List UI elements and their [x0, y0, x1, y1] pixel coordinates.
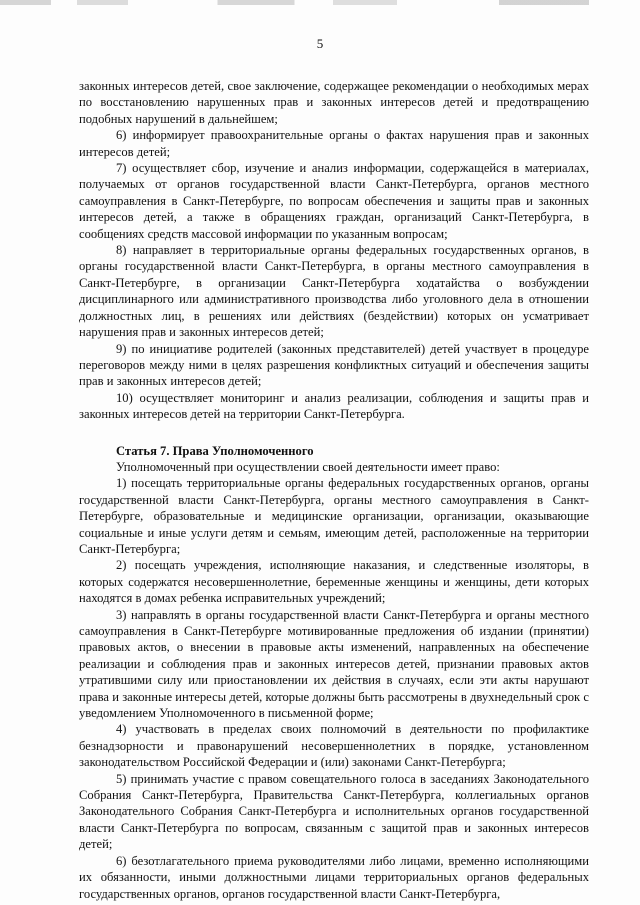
paragraph-right-1: 1) посещать территориальные органы федеральных государственных органов, органы государственной власти Санкт-Петербурга, органы местного самоуправления в Санкт-Петербурге, образовательные и медицинские организации, организации, оказывающие социальные и иные услуги детям и семьям, имеющим детей, расположенные на территории Санкт-Петербурга;	[79, 476, 589, 556]
paragraph-item-10: 10) осуществляет мониторинг и анализ реализации, соблюдения и защиты прав и законных интересов детей на территории Санкт-Петербурга.	[79, 390, 589, 422]
paragraph-continuation: законных интересов детей, свое заключение, содержащее рекомендации о необходимых мерах по восстановлению нарушенных прав и законных интересов детей и предотвращению подобных нарушений в дальнейшем;	[79, 79, 589, 126]
paragraph-right-3: 3) направлять в органы государственной власти Санкт-Петербурга и органы местного самоуправления в Санкт-Петербурге мотивированные предложения об издании (принятии) правовых актов, о внесении в правовые акты изменений, направленных на обеспечение реализации и соблюдения прав и законных интересов детей, признании правовых актов утратившими силу или приостановлении их действия в случаях, если эти акты нарушают права и законные интересы детей, которые должны быть рассмотрены в двухнедельный срок с уведомлением Уполномоченного в письменной форме;	[79, 607, 589, 721]
paragraph-right-5: 5) принимать участие с правом совещательного голоса в заседаниях Законодательного Собрания Санкт-Петербурга, Правительства Санкт-Петербурга, коллегиальных органов Законодательного Собрания Санкт-Петербурга и исполнительных органов государственной власти Санкт-Петербурга по вопросам, связанным с защитой прав и законных интересов детей;	[79, 771, 589, 852]
article-heading: Статья 7. Права Уполномоченного	[116, 443, 314, 458]
document-body	[79, 78, 589, 902]
paragraph-right-2: 2) посещать учреждения, исполняющие наказания, и следственные изоляторы, в которых содержатся несовершеннолетние, беременные женщины и женщины, дети которых находятся в домах ребенка исправительных учреждений;	[79, 558, 589, 606]
paragraph-item-6: 6) информирует правоохранительные органы о фактах нарушения прав и законных интересов детей;	[79, 128, 589, 159]
paragraph-item-7: 7) осуществляет сбор, изучение и анализ информации, содержащейся в материалах, получаемых от органов государственной власти Санкт-Петербурга, органов местного самоуправления в Санкт-Петербурге, по вопросам обеспечения и защиты прав и законных интересов детей, а также в обращениях граждан, организаций Санкт-Петербурга, в сообщениях средств массовой информации по указанным вопросам;	[79, 161, 589, 241]
paragraph-right-6: 6) безотлагательного приема руководителями либо лицами, временно исполняющими их обязанности, иными должностными лицами территориальных органов федеральных государственных органов, органов государственной власти Санкт-Петербурга,	[79, 853, 589, 901]
page-number: 5	[316, 36, 324, 51]
paragraph-intro: Уполномоченный при осуществлении своей деятельности имеет право:	[116, 459, 500, 474]
paragraph-item-8: 8) направляет в территориальные органы федеральных государственных органов, в органы государственной власти Санкт-Петербурга, в органы местного самоуправления в Санкт-Петербурге, в организации Санкт-Петербурга ходатайства о возбуждении дисциплинарного или административного производства либо уголовного дела в отношении должностных лиц, в решениях или действиях (бездействии) которых он усматривает нарушения прав и законных интересов детей;	[79, 243, 589, 340]
scan-artifact	[0, 0, 640, 5]
paragraph-right-4: 4) участвовать в пределах своих полномочий в деятельности по профилактике безнадзорности и правонарушений несовершеннолетних в порядке, установленном законодательством Российской Федерации и (или) законами Санкт-Петербурга;	[79, 722, 589, 770]
paragraph-item-9: 9) по инициативе родителей (законных представителей) детей участвует в процедуре переговоров между ними в целях разрешения конфликтных ситуаций и обеспечения защиты прав и законных интересов детей;	[79, 341, 589, 389]
